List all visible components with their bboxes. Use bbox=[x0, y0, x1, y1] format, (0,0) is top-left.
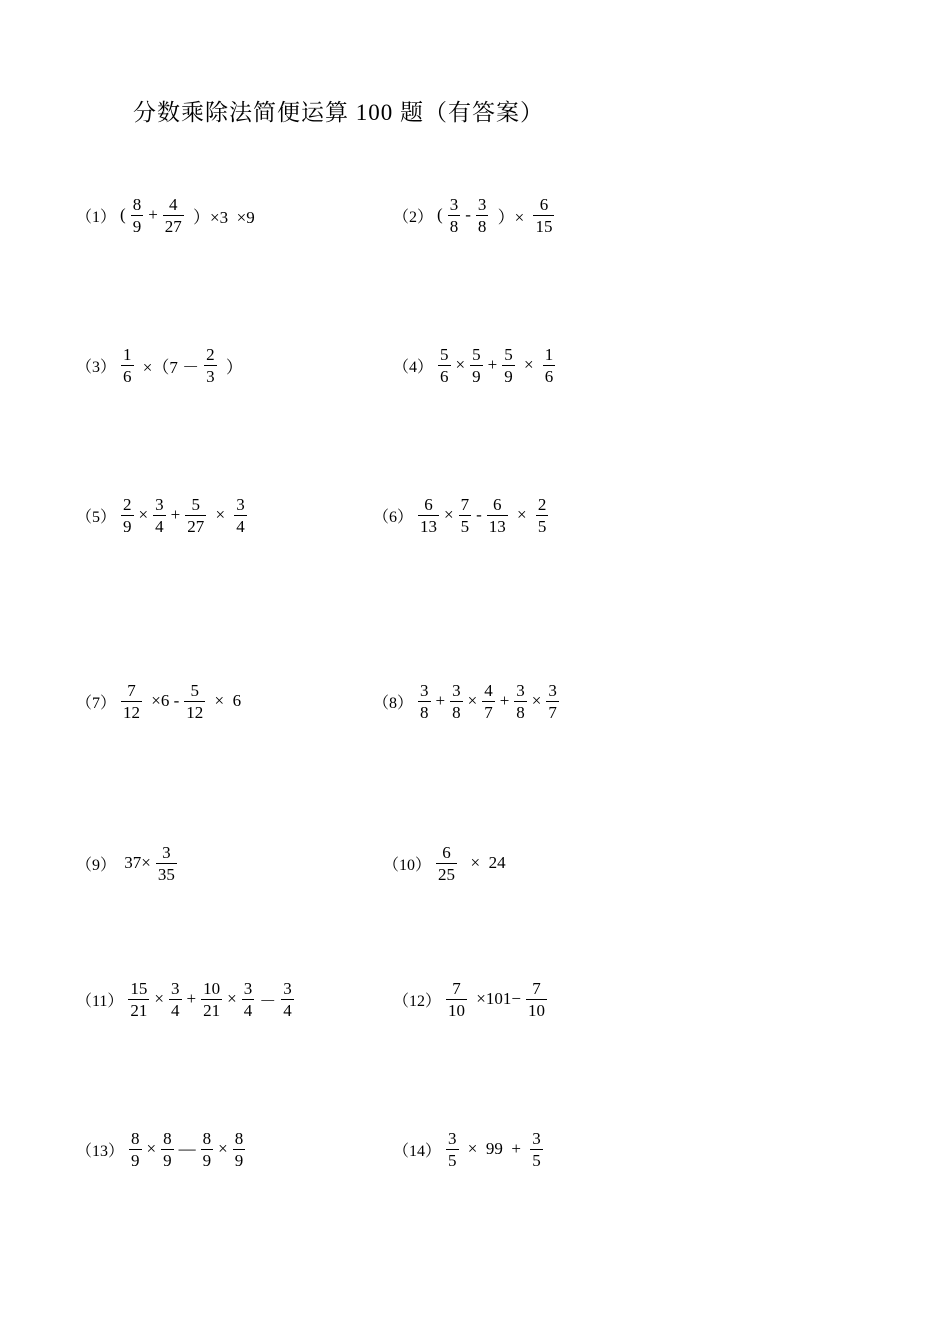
denominator: 9 bbox=[202, 1150, 212, 1170]
numerator: 5 bbox=[472, 344, 481, 364]
operator-text: 37× bbox=[120, 853, 151, 872]
numerator: 3 bbox=[516, 680, 525, 700]
operator-text: × 6 bbox=[210, 691, 242, 710]
problem-3 bbox=[76, 335, 245, 395]
operator-text: — bbox=[178, 1139, 196, 1158]
problem-number: （12） bbox=[393, 992, 442, 1010]
fraction bbox=[446, 1130, 459, 1169]
operator-text: × bbox=[444, 505, 454, 524]
fraction bbox=[530, 1130, 543, 1169]
numerator: 3 bbox=[155, 494, 164, 514]
operator-text: × bbox=[211, 505, 230, 524]
numerator: 1 bbox=[544, 344, 554, 364]
fraction bbox=[121, 496, 134, 535]
denominator: 13 bbox=[488, 516, 506, 536]
fraction bbox=[128, 980, 149, 1019]
fraction bbox=[476, 196, 489, 235]
fraction bbox=[514, 682, 527, 721]
fraction bbox=[185, 496, 206, 535]
fraction bbox=[470, 346, 483, 385]
problem-10 bbox=[383, 833, 508, 893]
denominator: 9 bbox=[234, 1150, 244, 1170]
problem-11 bbox=[76, 969, 297, 1029]
operator-text: + bbox=[148, 205, 158, 224]
operator-text: ( bbox=[437, 205, 443, 224]
fraction bbox=[153, 496, 166, 535]
fraction bbox=[450, 682, 463, 721]
denominator: 7 bbox=[484, 702, 493, 722]
fraction bbox=[234, 496, 247, 535]
fraction bbox=[543, 346, 556, 385]
denominator: 5 bbox=[460, 516, 470, 536]
operator-text: × bbox=[512, 505, 531, 524]
fraction bbox=[163, 196, 184, 235]
fraction bbox=[129, 1130, 142, 1169]
operator-text: × bbox=[467, 691, 478, 710]
fraction bbox=[201, 980, 222, 1019]
operator-text: × 24 bbox=[462, 853, 506, 872]
page-title: 分数乘除法简便运算 100 题（有答案） bbox=[133, 100, 544, 125]
problem-12 bbox=[393, 969, 550, 1029]
numerator: 5 bbox=[440, 344, 449, 364]
fraction bbox=[438, 346, 451, 385]
numerator: 6 bbox=[539, 194, 549, 214]
denominator: 7 bbox=[548, 702, 557, 722]
fraction bbox=[446, 980, 467, 1019]
denominator: 5 bbox=[532, 1150, 541, 1170]
fraction bbox=[184, 682, 205, 721]
numerator: 3 bbox=[420, 680, 429, 700]
numerator: 2 bbox=[537, 494, 547, 514]
operator-text: × 99 + bbox=[463, 1139, 526, 1158]
numerator: 6 bbox=[424, 494, 433, 514]
fraction bbox=[448, 196, 461, 235]
numerator: 6 bbox=[442, 842, 451, 862]
numerator: 3 bbox=[162, 842, 171, 862]
denominator: 9 bbox=[131, 1150, 140, 1170]
numerator: 3 bbox=[532, 1128, 541, 1148]
denominator: 10 bbox=[448, 1000, 466, 1020]
numerator: 5 bbox=[191, 494, 200, 514]
denominator: 4 bbox=[283, 1000, 292, 1020]
fraction bbox=[459, 496, 472, 535]
numerator: 4 bbox=[484, 680, 493, 700]
denominator: 5 bbox=[448, 1150, 457, 1170]
denominator: 8 bbox=[449, 216, 459, 236]
numerator: 5 bbox=[190, 680, 200, 700]
denominator: 25 bbox=[438, 864, 456, 884]
numerator: 3 bbox=[243, 978, 253, 998]
fraction bbox=[546, 682, 559, 721]
denominator: 21 bbox=[203, 1000, 221, 1020]
numerator: 10 bbox=[203, 978, 221, 998]
problem-number: （7） bbox=[76, 694, 117, 712]
problem-number: （14） bbox=[393, 1142, 442, 1160]
numerator: 3 bbox=[548, 680, 557, 700]
operator-text: × bbox=[531, 691, 542, 710]
denominator: 4 bbox=[155, 516, 164, 536]
problem-number: （13） bbox=[76, 1142, 125, 1160]
problem-number: （4） bbox=[393, 358, 434, 376]
problem-number: （8） bbox=[373, 694, 414, 712]
denominator: 9 bbox=[123, 516, 132, 536]
denominator: 6 bbox=[544, 366, 554, 386]
numerator: 2 bbox=[123, 494, 132, 514]
operator-text: × bbox=[146, 1139, 157, 1158]
operator-text: + bbox=[435, 691, 446, 710]
fraction bbox=[201, 1130, 214, 1169]
fraction bbox=[502, 346, 515, 385]
fraction bbox=[418, 682, 431, 721]
numerator: 8 bbox=[163, 1128, 172, 1148]
denominator: 4 bbox=[171, 1000, 180, 1020]
problem-1 bbox=[76, 185, 257, 245]
denominator: 10 bbox=[527, 1000, 545, 1020]
fraction bbox=[161, 1130, 174, 1169]
operator-text: ）× bbox=[493, 207, 529, 227]
numerator: 8 bbox=[234, 1128, 244, 1148]
problem-number: （6） bbox=[373, 508, 414, 526]
denominator: 9 bbox=[504, 366, 513, 386]
denominator: 5 bbox=[537, 516, 547, 536]
operator-text: + bbox=[499, 691, 510, 710]
operator-text: × bbox=[154, 989, 165, 1008]
fraction bbox=[131, 196, 144, 235]
denominator: 15 bbox=[535, 216, 553, 236]
operator-text: × bbox=[227, 989, 237, 1008]
problem-number: （10） bbox=[383, 856, 432, 874]
numerator: 6 bbox=[493, 494, 502, 514]
denominator: 21 bbox=[130, 1000, 148, 1020]
numerator: 5 bbox=[504, 344, 513, 364]
numerator: 4 bbox=[169, 194, 178, 214]
denominator: 9 bbox=[132, 216, 142, 236]
numerator: 7 bbox=[460, 494, 470, 514]
denominator: 9 bbox=[472, 366, 481, 386]
numerator: 8 bbox=[202, 1128, 212, 1148]
operator-text: － bbox=[259, 991, 277, 1011]
fraction bbox=[281, 980, 294, 1019]
denominator: 27 bbox=[164, 216, 182, 236]
problem-number: （9） bbox=[76, 856, 117, 874]
numerator: 3 bbox=[452, 680, 461, 700]
problem-8 bbox=[373, 671, 562, 731]
denominator: 8 bbox=[420, 702, 429, 722]
problem-6 bbox=[373, 485, 551, 545]
operator-text: ）×3 ×9 bbox=[188, 207, 255, 227]
numerator: 8 bbox=[131, 1128, 140, 1148]
problem-number: （1） bbox=[76, 208, 117, 226]
numerator: 15 bbox=[130, 978, 148, 998]
fraction bbox=[487, 496, 508, 535]
numerator: 7 bbox=[127, 680, 136, 700]
operator-text: + bbox=[186, 989, 197, 1008]
problem-2 bbox=[393, 185, 557, 245]
numerator: 3 bbox=[171, 978, 180, 998]
numerator: 1 bbox=[123, 344, 132, 364]
operator-text: ×6 - bbox=[147, 691, 180, 710]
operator-text: × bbox=[218, 1139, 228, 1158]
problem-number: （11） bbox=[76, 992, 124, 1010]
numerator: 2 bbox=[206, 344, 215, 364]
operator-text: × bbox=[455, 355, 466, 374]
fraction bbox=[418, 496, 439, 535]
operator-text: + bbox=[170, 505, 181, 524]
denominator: 12 bbox=[123, 702, 141, 722]
denominator: 12 bbox=[186, 702, 204, 722]
problem-number: （3） bbox=[76, 358, 117, 376]
denominator: 8 bbox=[477, 216, 487, 236]
fraction bbox=[242, 980, 255, 1019]
denominator: 35 bbox=[157, 864, 175, 884]
fraction bbox=[121, 346, 134, 385]
fraction bbox=[526, 980, 547, 1019]
numerator: 8 bbox=[132, 194, 142, 214]
fraction bbox=[536, 496, 549, 535]
operator-text: ×（7 － bbox=[138, 357, 200, 377]
problem-5 bbox=[76, 485, 250, 545]
numerator: 7 bbox=[532, 978, 541, 998]
operator-text: - bbox=[476, 505, 482, 524]
operator-text: ） bbox=[221, 357, 243, 377]
numerator: 3 bbox=[449, 194, 459, 214]
fraction bbox=[436, 844, 457, 883]
problem-14 bbox=[393, 1119, 546, 1179]
denominator: 6 bbox=[440, 366, 449, 386]
operator-text: ( bbox=[120, 205, 126, 224]
denominator: 3 bbox=[206, 366, 215, 386]
numerator: 7 bbox=[452, 978, 461, 998]
problem-4 bbox=[393, 335, 558, 395]
fraction bbox=[233, 1130, 246, 1169]
numerator: 3 bbox=[236, 494, 245, 514]
denominator: 27 bbox=[187, 516, 205, 536]
fraction bbox=[533, 196, 554, 235]
denominator: 9 bbox=[163, 1150, 172, 1170]
problem-7 bbox=[76, 671, 243, 731]
problem-number: （5） bbox=[76, 508, 117, 526]
fraction bbox=[121, 682, 142, 721]
operator-text: - bbox=[465, 205, 471, 224]
operator-text: × bbox=[138, 505, 149, 524]
fraction bbox=[482, 682, 495, 721]
denominator: 4 bbox=[236, 516, 245, 536]
problem-number: （2） bbox=[393, 208, 434, 226]
fraction bbox=[156, 844, 177, 883]
problem-9 bbox=[76, 833, 180, 893]
problem-13 bbox=[76, 1119, 248, 1179]
fraction bbox=[169, 980, 182, 1019]
denominator: 8 bbox=[516, 702, 525, 722]
denominator: 8 bbox=[452, 702, 461, 722]
denominator: 4 bbox=[243, 1000, 253, 1020]
operator-text: ×101− bbox=[472, 989, 521, 1008]
fraction bbox=[204, 346, 217, 385]
numerator: 3 bbox=[477, 194, 487, 214]
denominator: 6 bbox=[123, 366, 132, 386]
operator-text: × bbox=[519, 355, 538, 374]
numerator: 3 bbox=[448, 1128, 457, 1148]
numerator: 3 bbox=[283, 978, 292, 998]
operator-text: + bbox=[487, 355, 498, 374]
denominator: 13 bbox=[420, 516, 438, 536]
